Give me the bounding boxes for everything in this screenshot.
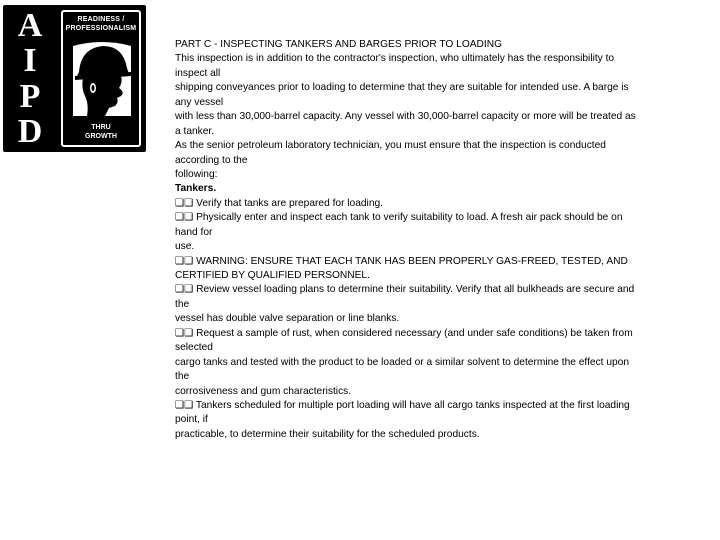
paragraph-line: following:	[175, 168, 218, 180]
logo-letter-p: P	[19, 77, 41, 115]
logo-motto-line-3: THRU	[91, 124, 111, 131]
aipd-logo	[3, 5, 146, 152]
paragraph-line: a tanker.	[175, 125, 215, 137]
document-body	[175, 38, 685, 442]
warning-item-continued: CERTIFIED BY QUALIFIED PERSONNEL.	[175, 270, 370, 281]
checklist-item-continued: corrosiveness and gum characteristics.	[175, 385, 352, 397]
paragraph-line: according to the	[175, 154, 248, 166]
checklist-item-continued: cargo tanks and tested with the product to be loaded or a similar solvent to determine the effect upon	[175, 356, 629, 368]
logo-letter-i: I	[23, 42, 37, 80]
checklist-item-continued: hand for	[175, 226, 213, 238]
logo-motto-bottom	[63, 123, 139, 141]
checklist-item-continued: practicable, to determine their suitability for the scheduled products.	[175, 428, 480, 440]
checklist-item: ❑❑ Review vessel loading plans to determine their suitability. Verify that all bulkheads are secure and	[175, 284, 635, 296]
paragraph-line: any vessel	[175, 96, 224, 108]
checklist-item: ❑❑ Physically enter and inspect each tank to verify suitability to load. A fresh air pack should be on	[175, 212, 623, 224]
checklist-item-continued: use.	[175, 241, 195, 253]
checklist-item: ❑❑ Verify that tanks are prepared for loading.	[175, 197, 383, 209]
logo-motto-line-1: READINESS /	[77, 16, 125, 23]
logo-emblem-panel	[61, 10, 141, 147]
paragraph-line: with less than 30,000-barrel capacity. Any vessel with 30,000-barrel capacity or more will be treated as	[175, 111, 636, 123]
checklist-item-continued: the	[175, 371, 190, 383]
soldier-head-icon	[69, 38, 135, 118]
logo-motto-line-4: GROWTH	[85, 133, 117, 140]
logo-motto-top	[63, 15, 139, 33]
paragraph-line: This inspection is in addition to the contractor's inspection, who ultimately has the responsibility to	[175, 53, 615, 65]
paragraph-line: As the senior petroleum laboratory technician, you must ensure that the inspection is conducted	[175, 140, 606, 152]
paragraph-line: shipping conveyances prior to loading to determine that they are suitable for intended use. A barge is	[175, 82, 629, 94]
checklist-item-continued: vessel has double valve separation or line blanks.	[175, 313, 400, 325]
logo-letter-a: A	[17, 7, 43, 44]
subheading-tankers: Tankers.	[175, 183, 217, 195]
warning-item: ❑❑ WARNING: ENSURE THAT EACH TANK HAS BEEN PROPERLY GAS-FREED, TESTED, AND	[175, 255, 628, 267]
section-heading: PART C - INSPECTING TANKERS AND BARGES PRIOR TO LOADING	[175, 39, 503, 50]
checklist-item: ❑❑ Request a sample of rust, when considered necessary (and under safe conditions) be taken from	[175, 327, 633, 339]
checklist-item-continued: point, if	[175, 414, 208, 426]
paragraph-line: inspect all	[175, 67, 221, 79]
checklist-item-continued: selected	[175, 342, 213, 354]
logo-motto-line-2: PROFESSIONALISM	[65, 25, 137, 32]
logo-letters	[9, 9, 51, 149]
logo-letter-d: D	[17, 112, 43, 150]
checklist-item: ❑❑ Tankers scheduled for multiple port loading will have all cargo tanks inspected at the first loading	[175, 399, 630, 411]
checklist-item-continued: the	[175, 298, 190, 310]
